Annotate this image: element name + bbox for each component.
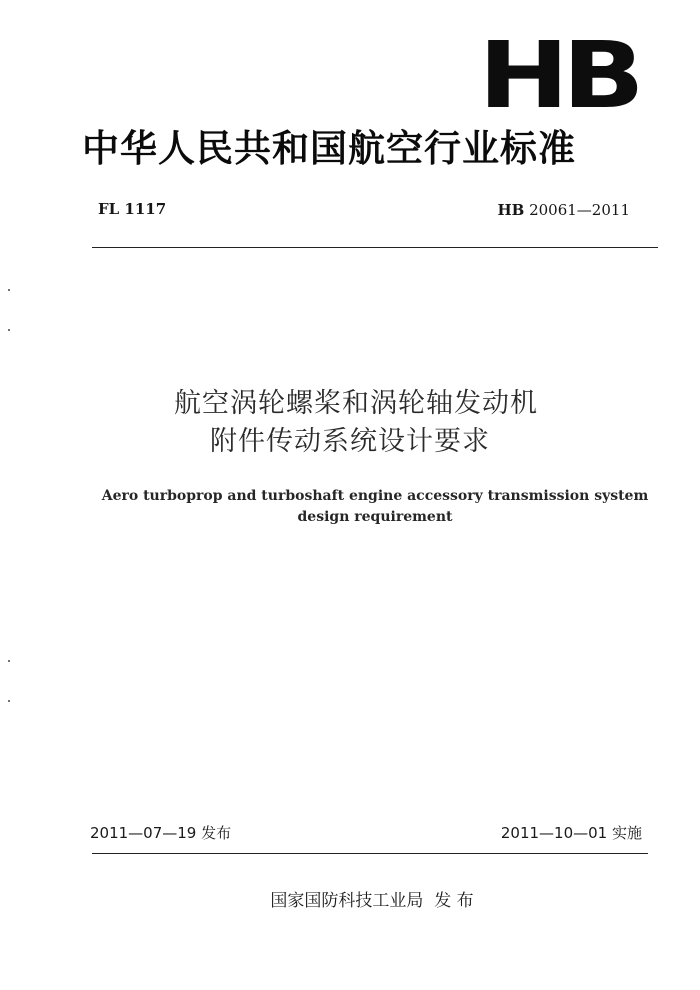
document-title-chinese-line1: 航空涡轮螺桨和涡轮轴发动机 <box>174 388 538 419</box>
implementation-date: 2011—10—01 实施 <box>500 824 642 842</box>
header-divider <box>92 247 658 248</box>
standard-number <box>497 201 630 219</box>
standard-title: 中华人民共和国航空行业标准 <box>82 127 576 170</box>
document-title-english-line1: Aero turboprop and turboshaft engine accessory transmission system <box>101 488 649 504</box>
document-title-english-line2: design requirement <box>297 509 453 525</box>
scan-speck <box>8 660 10 662</box>
classification-code: FL 1117 <box>98 200 167 218</box>
standard-number-prefix: HB <box>497 201 525 219</box>
footer-divider <box>92 853 648 854</box>
hb-logo: HB <box>478 22 638 129</box>
standard-number-value: 20061—2011 <box>529 201 630 219</box>
publisher: 国家国防科技工业局 发 布 <box>270 891 474 911</box>
issue-date: 2011—07—19 发布 <box>90 824 232 842</box>
scan-speck <box>8 700 10 702</box>
scan-speck <box>8 289 10 291</box>
scan-speck <box>8 329 10 331</box>
document-title-chinese-line2: 附件传动系统设计要求 <box>210 426 490 457</box>
